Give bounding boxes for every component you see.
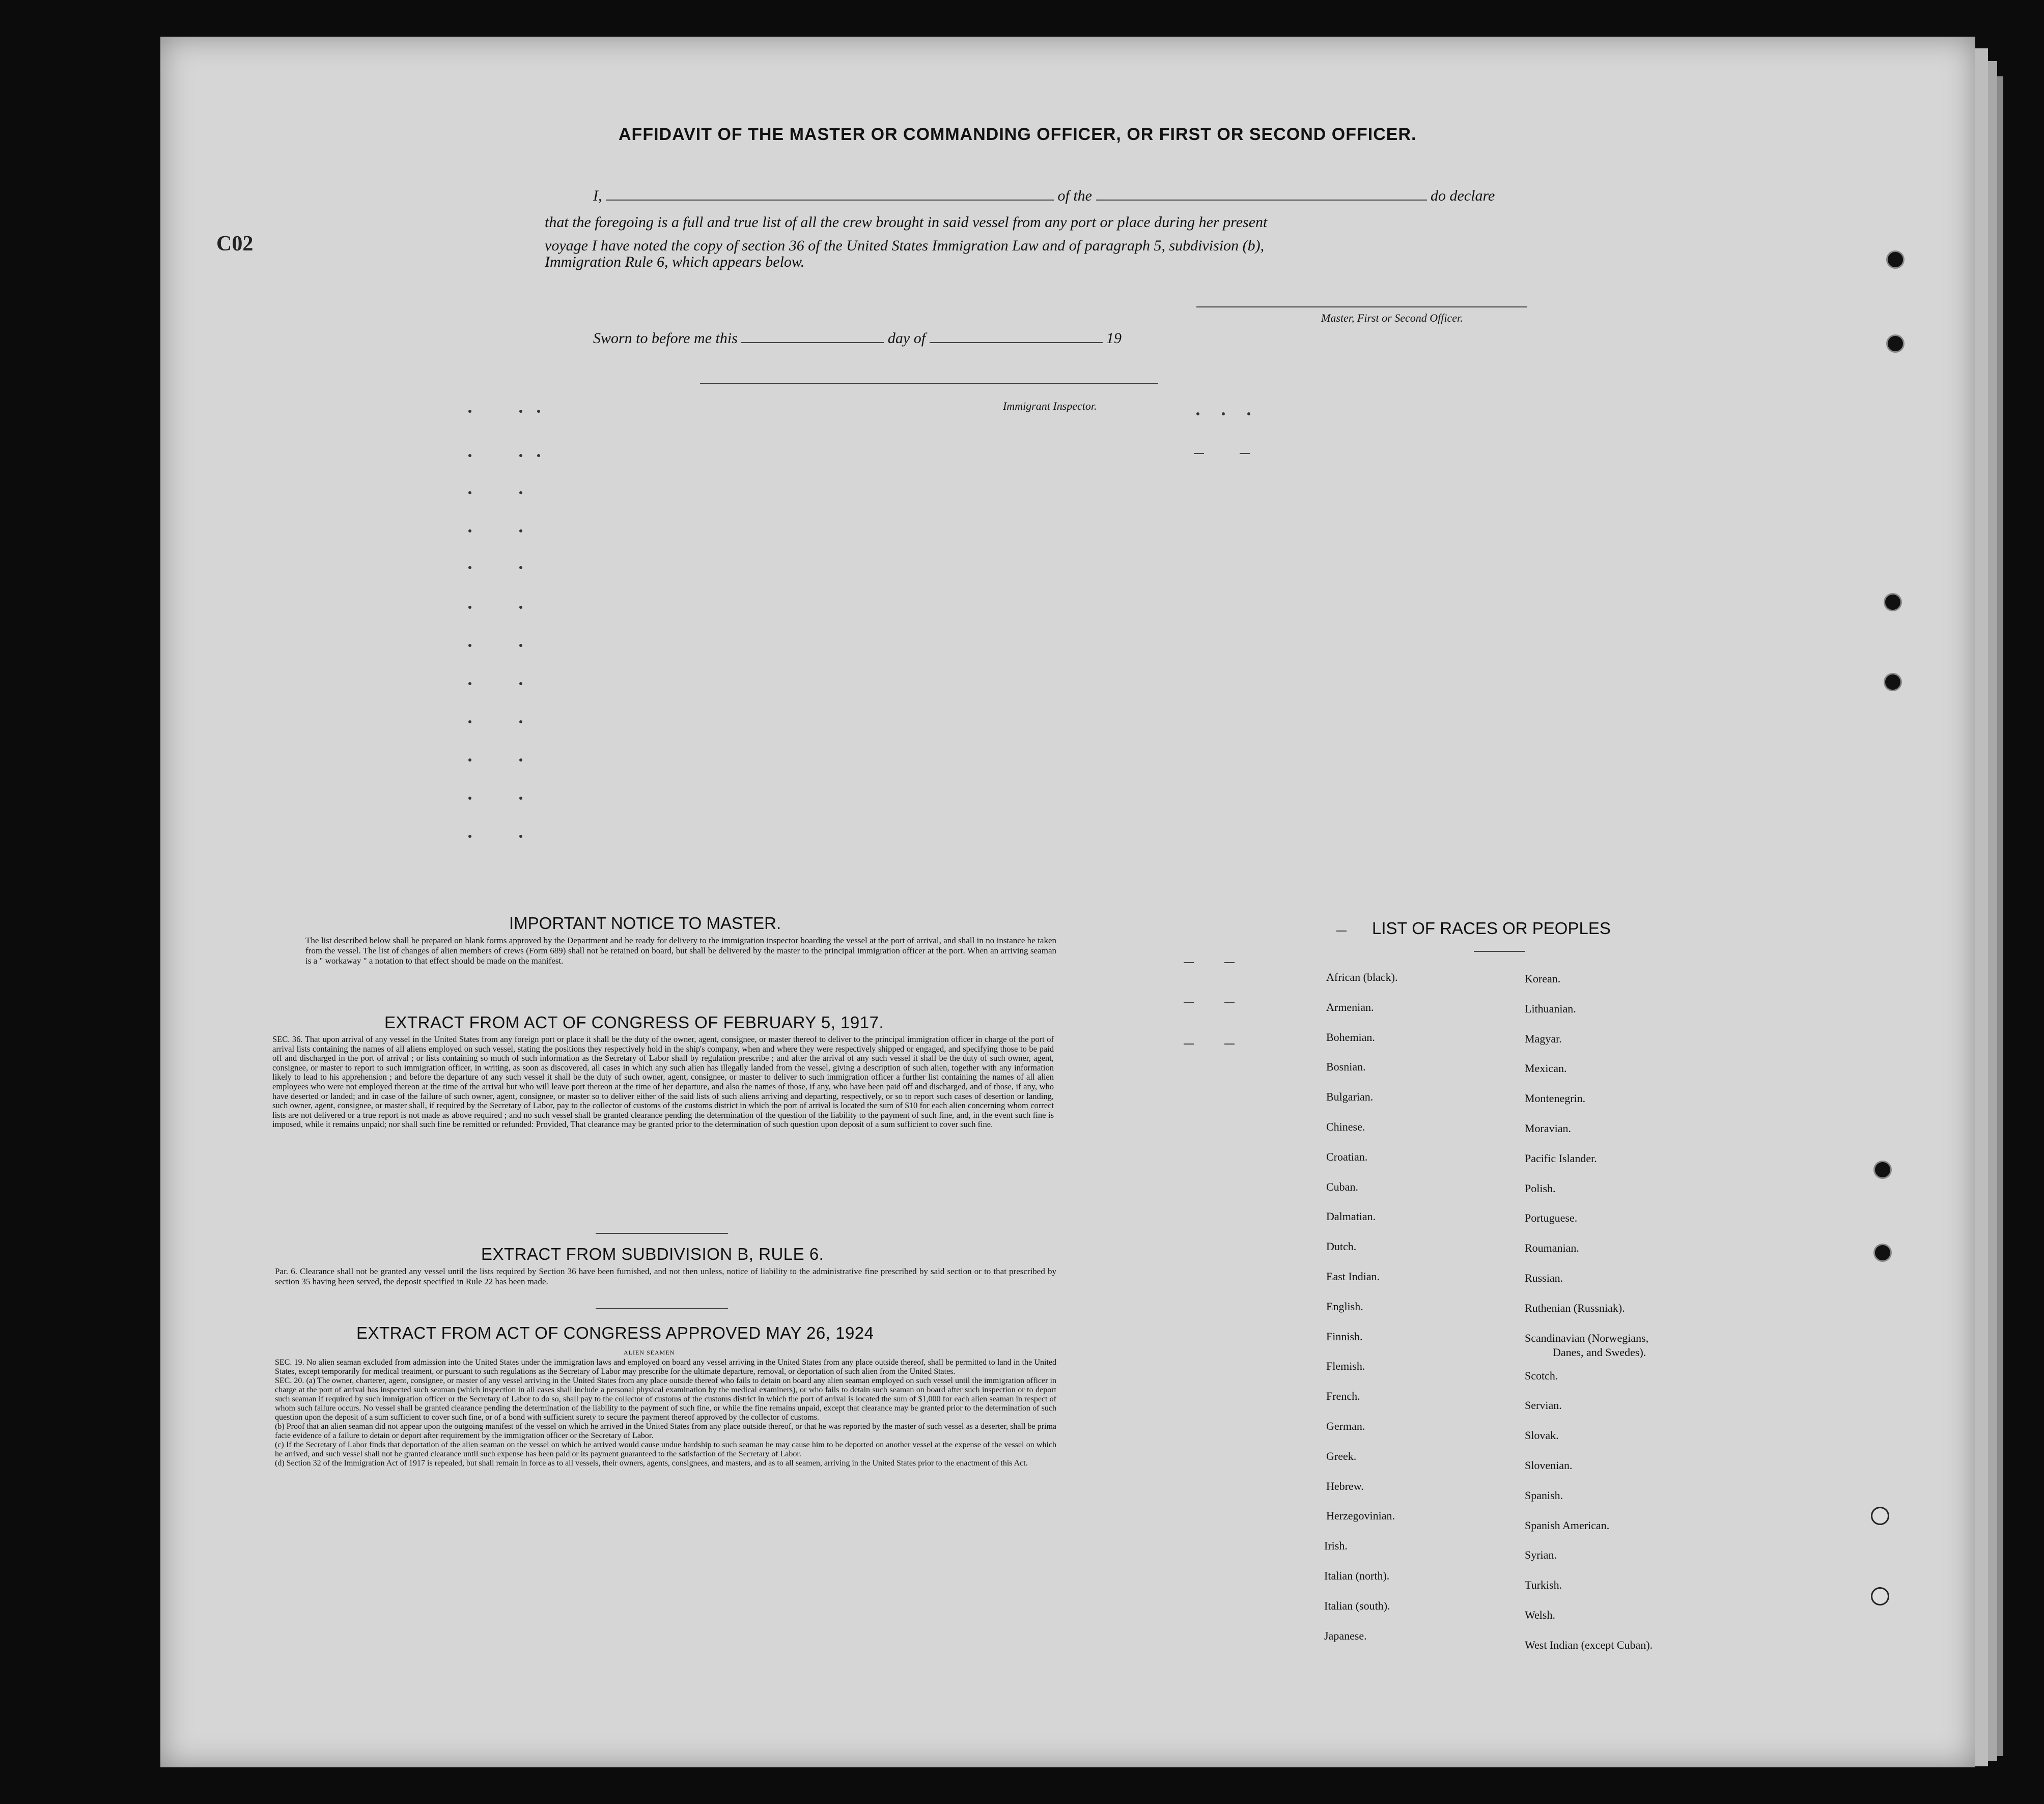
affidavit-line-4: Immigration Rule 6, which appears below.	[545, 253, 805, 270]
affidavit-of-the: of the	[1057, 187, 1092, 204]
mark	[1336, 931, 1347, 932]
race-item: Servian.	[1525, 1399, 1562, 1412]
binder-hole	[1871, 1587, 1889, 1605]
race-item: Bulgarian.	[1326, 1090, 1374, 1104]
mark	[468, 797, 471, 800]
race-item: Dalmatian.	[1326, 1210, 1376, 1223]
race-item: Welsh.	[1525, 1609, 1555, 1621]
race-item: Scandinavian (Norwegians,	[1525, 1331, 1649, 1344]
officer-label: Master, First or Second Officer.	[1321, 312, 1463, 324]
affidavit-do-declare: do declare	[1431, 187, 1495, 204]
race-item: Irish.	[1324, 1539, 1348, 1553]
inspector-signature-line	[700, 383, 1158, 384]
sec-20a-paragraph: SEC. 20. (a) The owner, charterer, agent, consignee, or master of any vessel arriving in the United States from any place outside thereof who fails to detain on board any alien seaman employed on such vessel until the immigration officer in charge at the port of arrival has inspected such seaman (which inspection in all cases shall include a personal physical examination by the medical examiners), or who fails to detain such seaman on board after such inspection or to deport such seaman if required by such immigration officer or the Secretary of Labor to do so, shall pay to the collector of customs of the customs district in which the port of arrival is located the sum of $1,000 for each alien seaman in respect of whom such failure occurs. No vessel shall be granted clearance pending the determination of the liability to the payment of such fine, or while the fine remains unpaid, except that clearance may be granted prior to the determination of such question upon the deposit of a sum sufficient to cover such fine, or of a bond with sufficient surety to secure the payment thereof approved by the collector of customs.	[275, 1376, 1056, 1422]
mark	[519, 720, 522, 723]
race-item: Moravian.	[1525, 1122, 1572, 1135]
mark	[519, 454, 522, 457]
document-page	[160, 37, 1975, 1767]
race-item: Dutch.	[1326, 1240, 1357, 1253]
race-item: Armenian.	[1326, 1000, 1374, 1013]
race-item: Italian (north).	[1324, 1569, 1390, 1582]
race-item: Mexican.	[1525, 1062, 1567, 1075]
race-item: Flemish.	[1326, 1360, 1365, 1373]
race-item: Chinese.	[1326, 1120, 1365, 1133]
binder-hole	[1873, 1244, 1892, 1262]
day-of-label: day of	[887, 330, 926, 347]
mark	[519, 491, 522, 494]
race-item: Korean.	[1525, 972, 1561, 985]
section-divider	[596, 1233, 728, 1234]
sworn-date-blank	[741, 331, 884, 343]
race-item: Lithuanian.	[1525, 1002, 1576, 1015]
race-item: Pacific Islander.	[1525, 1151, 1597, 1165]
race-item: West Indian (except Cuban).	[1525, 1638, 1653, 1651]
notice-title: IMPORTANT NOTICE TO MASTER.	[509, 914, 781, 933]
binder-hole	[1884, 593, 1902, 611]
sec-20c-paragraph: (c) If the Secretary of Labor finds that deportation of the alien seaman on the vessel on which he arrived would cause undue hardship to such seaman he may cause him to be deported on another vessel at the expense of the vessel on which he arrived, and such vessel shall not be granted clearance until such expense has been paid or its payment guaranteed to the satisfaction of the Secretary of Labor.	[275, 1441, 1056, 1458]
mark	[519, 797, 522, 800]
race-item: Slovak.	[1525, 1429, 1559, 1442]
affidavit-line-2: that the foregoing is a full and true list of all the crew brought in said vessel from any port or place during her present	[545, 214, 1268, 231]
mark	[519, 566, 522, 569]
mark	[1184, 962, 1194, 963]
race-item: French.	[1326, 1390, 1360, 1403]
mark	[1240, 453, 1250, 454]
mark	[1184, 1044, 1194, 1045]
mark	[468, 491, 471, 494]
section-divider	[596, 1308, 728, 1309]
sec-20d-paragraph: (d) Section 32 of the Immigration Act of 1917 is repealed, but shall remain in force as to all vessels, their owners, agents, consignees, and masters, and as to all seamen, arriving in the United States prior to the enactment of this Act.	[275, 1459, 1028, 1468]
race-item: Scotch.	[1525, 1369, 1558, 1382]
month-blank	[930, 331, 1103, 343]
race-item: Russian.	[1525, 1272, 1563, 1284]
affidavit-line-3: voyage I have noted the copy of section 36 of the United States Immigration Law and of paragraph 5, subdivision (b),	[545, 237, 1265, 254]
race-item: Roumanian.	[1525, 1242, 1579, 1255]
mark	[519, 682, 522, 685]
mark	[468, 529, 471, 532]
affidavit-i-label: I,	[593, 187, 602, 204]
race-item: Slovenian.	[1525, 1459, 1573, 1472]
mark	[519, 529, 522, 532]
race-item: Spanish.	[1525, 1488, 1563, 1502]
race-item: Finnish.	[1326, 1330, 1363, 1343]
mark	[519, 758, 522, 762]
extract-1924-title: EXTRACT FROM ACT OF CONGRESS APPROVED MAY 26, 1924	[356, 1323, 874, 1342]
page-edge	[1997, 76, 2003, 1756]
race-item: Bosnian.	[1326, 1060, 1366, 1074]
officer-signature-line	[1196, 306, 1527, 307]
race-item: East Indian.	[1326, 1270, 1380, 1283]
subdivision-title: EXTRACT FROM SUBDIVISION B, RULE 6.	[481, 1245, 824, 1263]
mark	[1184, 1002, 1194, 1003]
mark	[519, 644, 522, 647]
mark	[1247, 412, 1250, 415]
race-item: Herzegovinian.	[1326, 1509, 1395, 1523]
sworn-line	[593, 330, 1122, 347]
binder-hole	[1884, 673, 1902, 691]
race-item: Cuban.	[1326, 1180, 1358, 1193]
mark	[468, 606, 471, 609]
races-title: LIST OF RACES OR PEOPLES	[1372, 919, 1611, 938]
sec-20b-paragraph: (b) Proof that an alien seaman did not appear upon the outgoing manifest of the vessel on which he arrived in the United States from any place outside thereof, or that he was reported by the master of such vessel as a deserter, shall be prima facie evidence of a failure to detain or deport after requirement by the immigration officer or the Secretary of Labor.	[275, 1422, 1056, 1440]
mark	[468, 758, 471, 762]
race-item: Ruthenian (Russniak).	[1525, 1301, 1625, 1314]
mark	[468, 644, 471, 647]
notice-body: The list described below shall be prepared on blank forms approved by the Department and be ready for delivery to the immigration inspector boarding the vessel at the port of arrival, and shall in no instance be taken from the vessel. The list of changes of alien members of crews (Form 689) shall not be retained on board, but shall be delivered by the master to the principal immigration officer at the port. When an arriving seaman is a " workaway " a notation to that effect should be made on the manifest.	[305, 936, 1056, 966]
subdivision-body: Par. 6. Clearance shall not be granted any vessel until the lists required by Section 36 have been furnished, and not then unless, notice of liability to the administrative fine prescribed by said section or to that prescribed by section 35 having been served, the deposit specified in Rule 22 has been made.	[275, 1266, 1056, 1286]
race-item: Syrian.	[1525, 1548, 1557, 1562]
binder-hole	[1886, 334, 1905, 353]
mark	[468, 835, 471, 838]
page-edge	[1988, 61, 1997, 1761]
extract-1917-title: EXTRACT FROM ACT OF CONGRESS OF FEBRUARY 5, 1917.	[384, 1013, 884, 1032]
mark	[1224, 1002, 1235, 1003]
alien-seamen-subtitle: ALIEN SEAMEN	[624, 1349, 675, 1356]
extract-1917-body: SEC. 36. That upon arrival of any vessel in the United States from any foreign port or place it shall be the duty of the owner, agent, consignee, or master thereof to deliver to the principal immigration officer in charge of the port of arrival lists containing the names of all aliens employed on such vessel, stating the positions they respectively hold in the ship's company, when and where they were respectively shipped or engaged, and specifying those to be paid off and discharged in the port of arrival ; or lists containing so much of such information as the Secretary of Labor shall by regulation prescribe ; and after the arrival of any such vessel it shall be the duty of such owner, agent, consignee, or master to report to such immigration officer, in writing, as soon as discovered, all cases in which any such alien has illegally landed from the vessel, giving a description of such alien, together with any information likely to lead to his apprehension ; and before the departure of any such vessel it shall be the duty of such owner, agent, consignee, or master to deliver to such immigration officer a further list containing the names of all alien employees who were not employed thereon at the time of the arrival but who will leave port thereon at the time of her departure, and also the names of those, if any, who have been paid off and discharged, and of those, if any, who have deserted or landed; and in case of the failure of such owner, agent, consignee, or master so to deliver either of the said lists of such aliens arriving and departing, respectively, or so to report such cases of desertion or landing, such owner, agent, consignee, or master shall, if required by the Secretary of Labor, pay to the collector of customs of the customs district in which the port of arrival is located the sum of $10 for each alien concerning whom correct lists are not delivered or a true report is not made as above required ; and no such vessel shall be granted clearance pending the determination of the question of the liability to the payment of such fine, and, in the event such fine is imposed, while it remains unpaid; nor shall such fine be remitted or refunded: Provided, That clearance may be granted prior to the determination of such question upon deposit of a sum sufficient to cover such fine.	[272, 1034, 1054, 1130]
mark	[519, 835, 522, 838]
year-label: 19	[1106, 330, 1122, 347]
binder-hole	[1871, 1507, 1889, 1525]
mark	[468, 566, 471, 569]
inspector-label: Immigrant Inspector.	[1003, 400, 1097, 412]
affidavit-line-1	[593, 187, 1495, 205]
mark	[1196, 412, 1199, 415]
binder-hole	[1886, 250, 1905, 269]
mark	[468, 720, 471, 723]
mark	[519, 410, 522, 413]
race-item: Greek.	[1326, 1449, 1357, 1462]
race-item: Italian (south).	[1324, 1599, 1390, 1612]
race-item: Danes, and Swedes).	[1553, 1345, 1646, 1359]
binder-hole	[1873, 1161, 1892, 1179]
affidavit-title: AFFIDAVIT OF THE MASTER OR COMMANDING OFFICER, OR FIRST OR SECOND OFFICER.	[619, 125, 1417, 144]
margin-note: C02	[216, 232, 254, 256]
mark	[468, 454, 471, 457]
page-edge	[1975, 48, 1988, 1766]
mark	[1222, 412, 1225, 415]
race-item: Portuguese.	[1525, 1211, 1578, 1225]
mark	[1224, 962, 1235, 963]
sec-19-paragraph: SEC. 19. No alien seaman excluded from admission into the United States under the immigration laws and employed on board any vessel arriving in the United States from any place outside thereof, shall be permitted to land in the United States, except temporarily for medical treatment, or pursuant to such regulations as the Secretary of Labor may prescribe for the ultimate departure, removal, or deportation of such alien from the United States.	[275, 1358, 1056, 1376]
race-item: Hebrew.	[1326, 1479, 1364, 1492]
mark	[1194, 453, 1204, 454]
extract-1924-body	[275, 1358, 1056, 1468]
race-item: Turkish.	[1525, 1578, 1562, 1592]
races-title-underline	[1474, 951, 1525, 952]
race-item: Magyar.	[1525, 1032, 1562, 1045]
sworn-label: Sworn to before me this	[593, 330, 738, 347]
mark	[537, 410, 540, 413]
race-item: Croatian.	[1326, 1150, 1368, 1163]
race-item: Spanish American.	[1525, 1518, 1610, 1532]
mark	[468, 682, 471, 685]
race-item: English.	[1326, 1300, 1363, 1313]
mark	[519, 606, 522, 609]
vessel-blank	[1096, 188, 1427, 201]
race-item: Polish.	[1525, 1181, 1556, 1195]
name-blank	[606, 188, 1054, 201]
mark	[537, 454, 540, 457]
race-item: Japanese.	[1324, 1629, 1367, 1642]
race-item: Montenegrin.	[1525, 1092, 1586, 1105]
mark	[468, 410, 471, 413]
mark	[1224, 1044, 1235, 1045]
race-item: African (black).	[1326, 971, 1398, 983]
race-item: German.	[1326, 1420, 1365, 1432]
race-item: Bohemian.	[1326, 1030, 1375, 1044]
